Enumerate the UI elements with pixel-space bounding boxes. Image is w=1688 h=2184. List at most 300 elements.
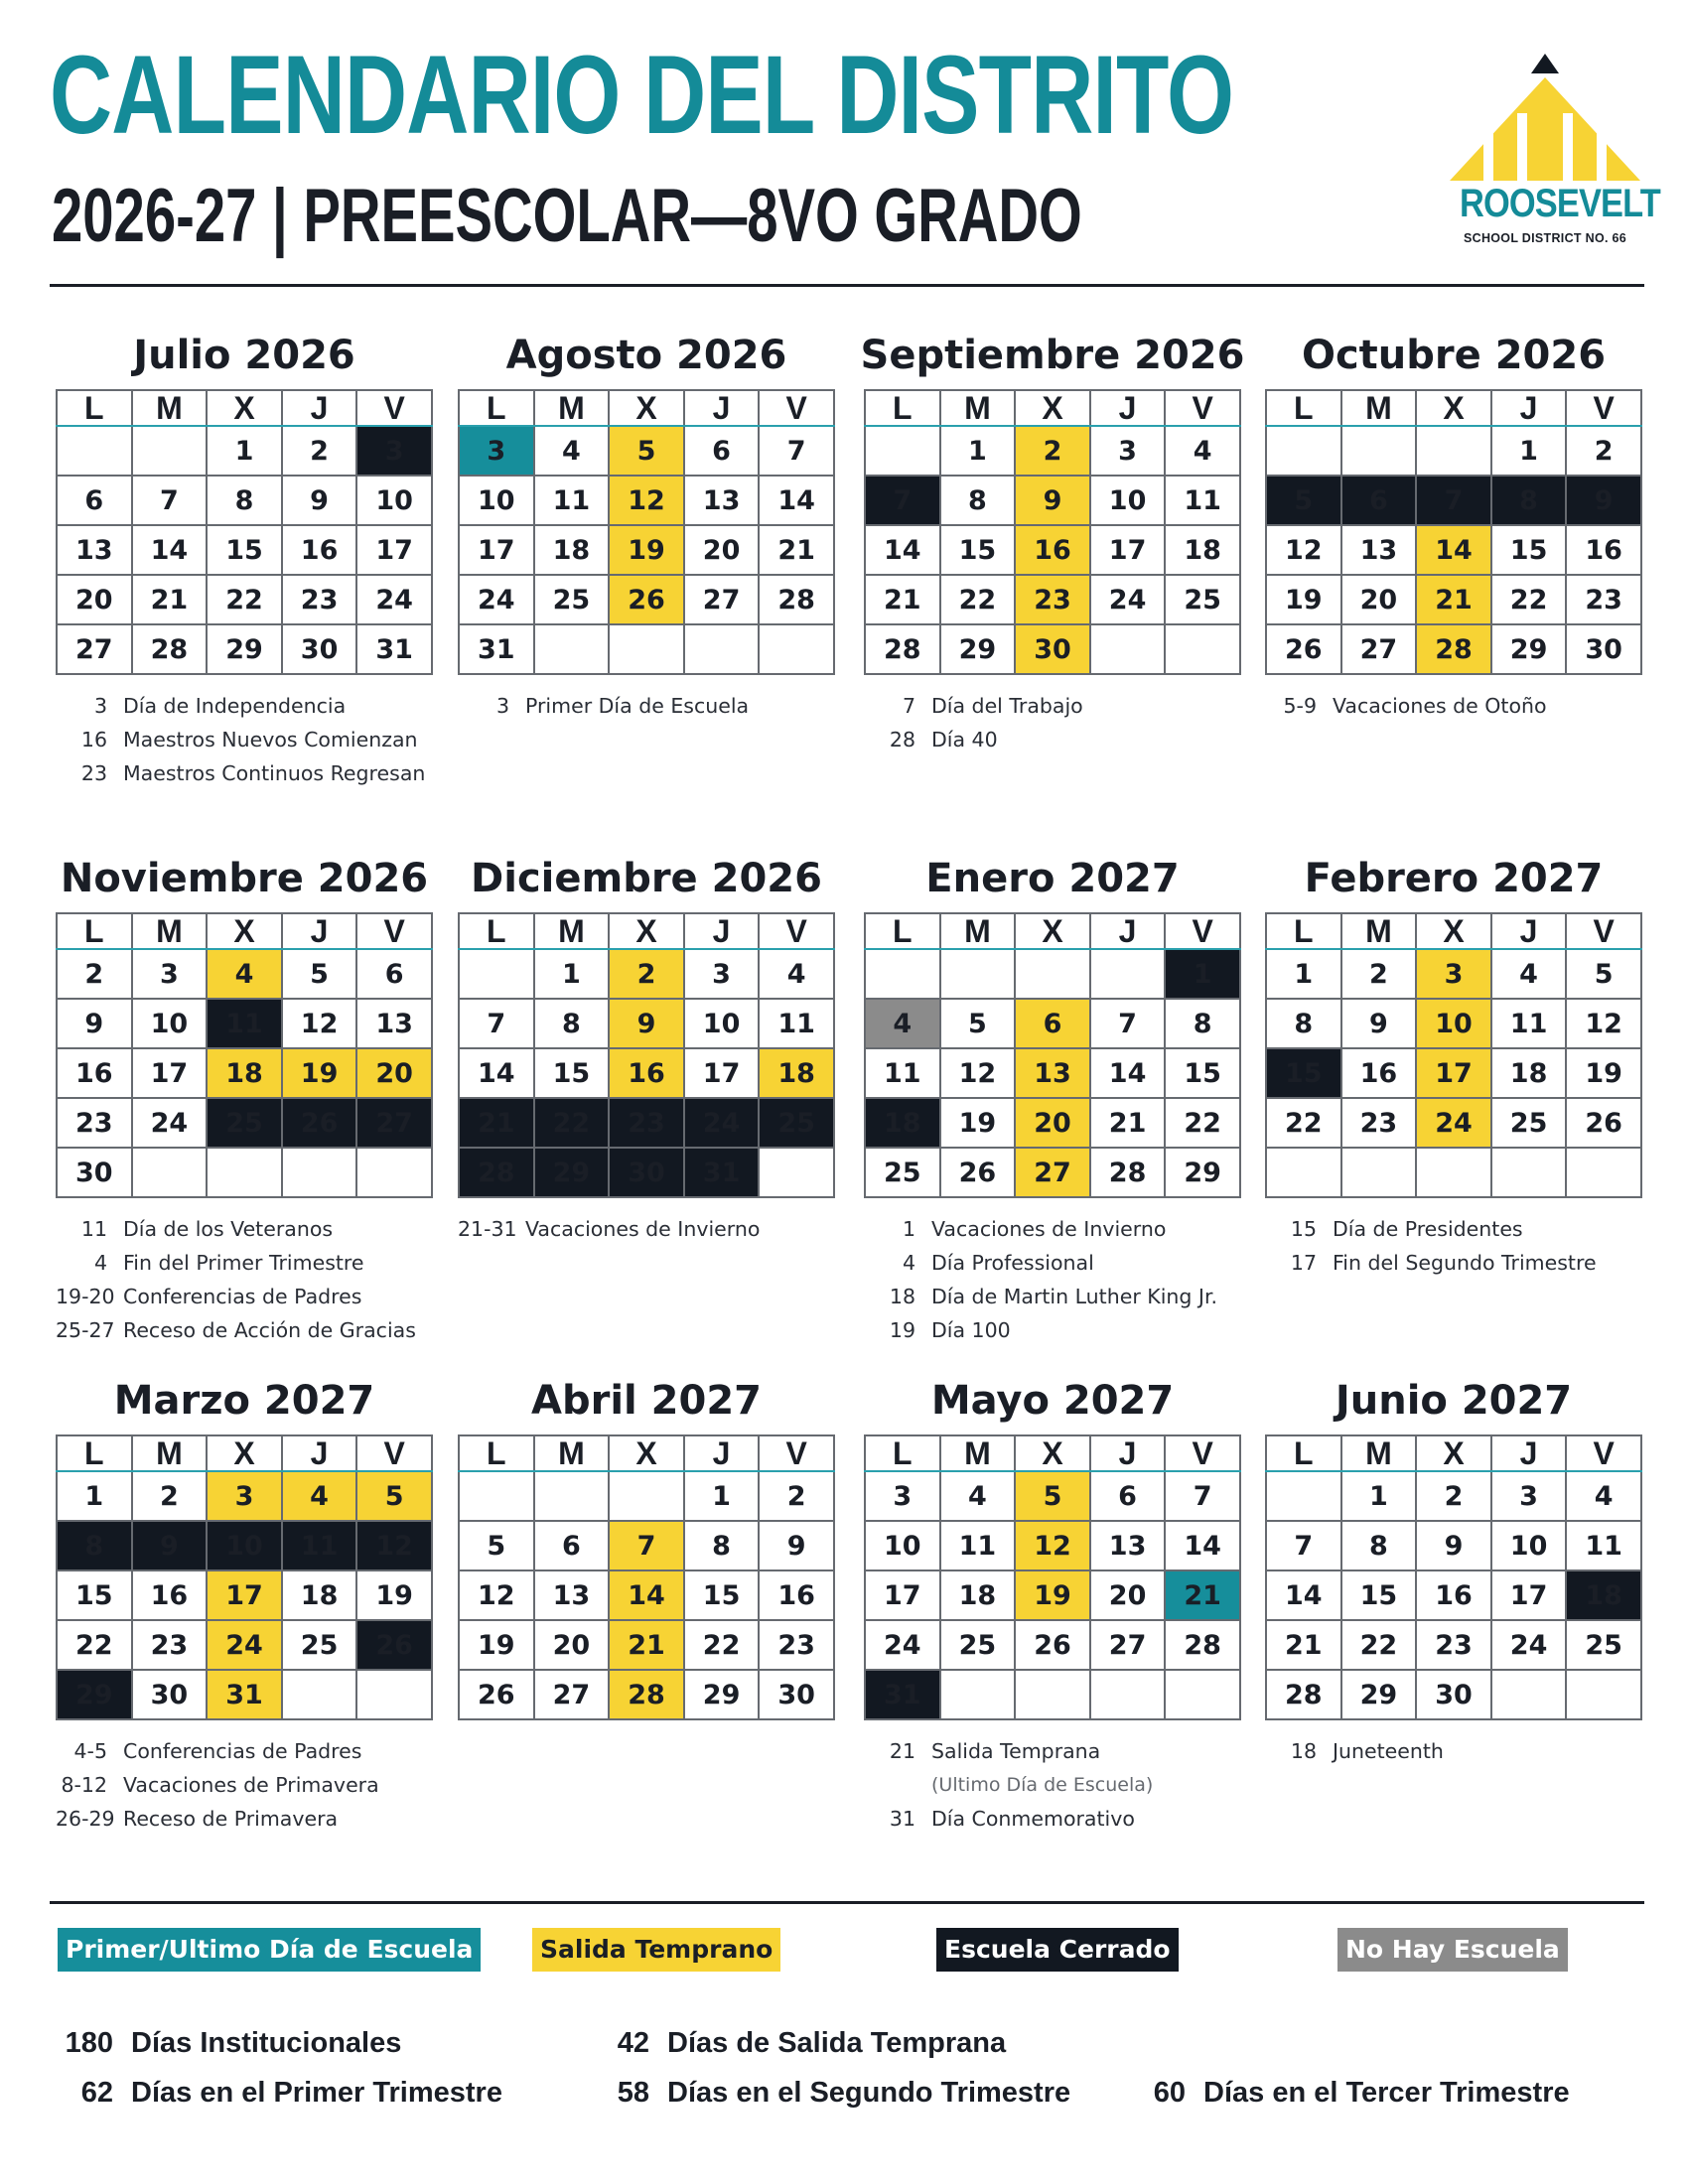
weekday-header: J: [684, 913, 760, 949]
empty-day-cell: [1491, 1670, 1567, 1719]
empty-day-cell: [1015, 949, 1090, 999]
note-item: [458, 1212, 835, 1246]
week-row: [57, 1048, 432, 1098]
week-row: [1266, 1098, 1641, 1148]
day-cell: 26: [609, 575, 684, 624]
day-cell: 4: [940, 1471, 1016, 1521]
weekday-header: L: [459, 913, 534, 949]
week-row: [865, 1521, 1240, 1570]
empty-day-cell: [1266, 1148, 1341, 1197]
week-row: [459, 476, 834, 525]
day-cell: 17: [356, 525, 432, 575]
day-cell: 31: [865, 1670, 940, 1719]
note-item: [56, 1212, 433, 1246]
week-row: [1266, 1670, 1641, 1719]
day-cell: 10: [132, 999, 208, 1048]
month-title: Abril 2027: [531, 1378, 762, 1424]
weekday-header: V: [759, 1435, 834, 1471]
month-notes: [56, 689, 433, 790]
note-date: 18: [889, 1285, 915, 1308]
weekday-header: L: [459, 390, 534, 426]
weekday-header: X: [207, 913, 282, 949]
day-cell: 18: [759, 1048, 834, 1098]
empty-day-cell: [609, 1471, 684, 1521]
day-cell: 5: [356, 1471, 432, 1521]
weekday-header: J: [282, 913, 357, 949]
day-cell: 3: [207, 1471, 282, 1521]
week-row: [57, 525, 432, 575]
day-cell: 24: [1491, 1620, 1567, 1670]
empty-day-cell: [132, 1148, 208, 1197]
note-text: Día de los Veteranos: [123, 1217, 334, 1241]
day-cell: 30: [609, 1148, 684, 1197]
day-cell: 13: [1015, 1048, 1090, 1098]
day-cell: 28: [865, 624, 940, 674]
day-cell: 30: [132, 1670, 208, 1719]
empty-day-cell: [1566, 1670, 1641, 1719]
week-row: [459, 1471, 834, 1521]
day-cell: 5: [940, 999, 1016, 1048]
day-cell: 11: [282, 1521, 357, 1570]
note-item: [1265, 1212, 1642, 1246]
day-cell: 4: [759, 949, 834, 999]
day-cell: 3: [893, 1480, 913, 1512]
weekday-header: L: [865, 913, 940, 949]
day-cell: 8: [57, 1521, 132, 1570]
month-calendar: [860, 328, 1245, 756]
month-calendar: [458, 851, 835, 1246]
weekday-header: M: [534, 1435, 610, 1471]
legend-school-closed: Escuela Cerrado: [936, 1928, 1179, 1972]
day-cell: 1: [207, 426, 282, 476]
day-cell: 8: [1165, 999, 1240, 1048]
day-cell: 5: [609, 426, 684, 476]
empty-day-cell: [865, 426, 940, 476]
note-date: 31: [889, 1807, 915, 1831]
day-cell: 8: [534, 999, 610, 1048]
day-cell: 26: [1266, 624, 1341, 674]
weekday-header: V: [1566, 390, 1641, 426]
week-row: [865, 1670, 1240, 1719]
day-cell: 26: [1015, 1620, 1090, 1670]
note-date: 18: [1290, 1739, 1317, 1763]
week-row: [865, 426, 1240, 476]
month-notes: [458, 1212, 835, 1246]
day-cell: 1: [1341, 1471, 1417, 1521]
day-cell: 8: [940, 476, 1016, 525]
day-cell: 20: [57, 575, 132, 624]
day-cell: 2: [1416, 1471, 1491, 1521]
day-cell: 15: [1266, 1048, 1341, 1098]
note-date: 3: [495, 694, 509, 718]
note-text: Primer Día de Escuela: [525, 694, 750, 718]
day-cell: 3: [132, 949, 208, 999]
weekday-header: V: [1566, 1435, 1641, 1471]
day-cell: 8: [1341, 1521, 1417, 1570]
note-text: Día Conmemorativo: [931, 1807, 1135, 1831]
day-cell: 29: [1491, 624, 1567, 674]
weekday-header: M: [534, 913, 610, 949]
weekday-header: M: [1341, 913, 1417, 949]
day-cell: 29: [1341, 1670, 1417, 1719]
day-cell: 21: [865, 575, 940, 624]
week-row: [865, 1620, 1240, 1670]
day-cell: 15: [534, 1048, 610, 1098]
week-row: [865, 1148, 1240, 1197]
month-grid: [56, 912, 433, 1198]
note-item: [56, 1802, 433, 1836]
week-row: [459, 1670, 834, 1719]
weekday-header: L: [1266, 913, 1341, 949]
note-date: 3: [93, 694, 107, 718]
note-date: 19-20: [56, 1285, 115, 1308]
empty-day-cell: [1165, 624, 1240, 674]
note-item: [56, 1280, 433, 1313]
day-cell: 9: [759, 1521, 834, 1570]
note-item: [864, 723, 1241, 756]
note-item: [56, 1734, 433, 1768]
day-cell: 8: [1491, 476, 1567, 525]
day-cell: 11: [1165, 476, 1240, 525]
weekday-header: J: [1491, 913, 1567, 949]
note-date: 11: [80, 1217, 107, 1241]
day-cell: 20: [684, 525, 760, 575]
empty-day-cell: [459, 1471, 534, 1521]
note-item: [864, 689, 1241, 723]
weekday-header: X: [1015, 913, 1090, 949]
weekday-header: V: [759, 913, 834, 949]
empty-day-cell: [1090, 624, 1166, 674]
empty-day-cell: [1015, 1670, 1090, 1719]
weekday-header: X: [1416, 913, 1491, 949]
day-cell: 1: [1294, 958, 1314, 990]
note-date: 8-12: [61, 1773, 107, 1797]
day-cell: 11: [1566, 1521, 1641, 1570]
day-cell: 27: [534, 1670, 610, 1719]
note-item: [458, 689, 835, 723]
note-text: Maestros Continuos Regresan: [123, 761, 426, 785]
stat-second-trimester-days: [586, 2077, 1070, 2110]
week-row: [865, 949, 1240, 999]
empty-day-cell: [1416, 426, 1491, 476]
day-cell: 26: [940, 1148, 1016, 1197]
day-cell: 11: [207, 999, 282, 1048]
day-cell: 16: [132, 1570, 208, 1620]
day-cell: 9: [282, 476, 357, 525]
day-cell: 26: [459, 1670, 534, 1719]
day-cell: 26: [356, 1620, 432, 1670]
week-row: [865, 624, 1240, 674]
day-cell: 19: [1566, 1048, 1641, 1098]
day-cell: 4: [1165, 426, 1240, 476]
week-row: [459, 1098, 834, 1148]
note-date: 28: [889, 728, 915, 751]
day-cell: 13: [57, 525, 132, 575]
day-cell: 6: [1090, 1471, 1166, 1521]
note-text: (Ultimo Día de Escuela): [931, 1774, 1154, 1796]
day-cell: 4: [534, 426, 610, 476]
day-cell: 30: [57, 1148, 132, 1197]
empty-day-cell: [1341, 1148, 1417, 1197]
day-cell: 13: [684, 476, 760, 525]
day-cell: 6: [684, 426, 760, 476]
note-item: [864, 1212, 1241, 1246]
empty-day-cell: [684, 624, 760, 674]
day-cell: 30: [1416, 1670, 1491, 1719]
day-cell: 16: [1015, 525, 1090, 575]
week-row: [1266, 1048, 1641, 1098]
month-calendar: [56, 328, 433, 790]
week-row: [865, 999, 1240, 1048]
day-cell: 23: [1416, 1620, 1491, 1670]
day-cell: 2: [1566, 426, 1641, 476]
day-cell: 3: [459, 426, 534, 476]
day-cell: 28: [459, 1148, 534, 1197]
day-cell: 24: [132, 1098, 208, 1148]
day-cell: 9: [57, 999, 132, 1048]
note-text: Conferencias de Padres: [123, 1285, 362, 1308]
empty-day-cell: [57, 426, 132, 476]
note-item: [864, 1313, 1241, 1347]
day-cell: 17: [1491, 1570, 1567, 1620]
day-cell: 16: [759, 1570, 834, 1620]
week-row: [57, 1620, 432, 1670]
day-cell: 3: [1090, 426, 1166, 476]
weekday-header: X: [1416, 1435, 1491, 1471]
day-cell: 8: [207, 476, 282, 525]
week-row: [459, 1521, 834, 1570]
weekday-header: L: [459, 1435, 534, 1471]
day-cell: 19: [609, 525, 684, 575]
day-cell: 17: [1090, 525, 1166, 575]
note-text: Fin del Primer Trimestre: [123, 1251, 364, 1275]
day-cell: 29: [534, 1148, 610, 1197]
day-cell: 10: [684, 999, 760, 1048]
weekday-header: V: [356, 1435, 432, 1471]
day-cell: 5: [459, 1521, 534, 1570]
weekday-header: X: [207, 1435, 282, 1471]
day-cell: 24: [1090, 575, 1166, 624]
day-cell: 12: [282, 999, 357, 1048]
day-cell: 27: [1090, 1620, 1166, 1670]
weekday-header: X: [1015, 390, 1090, 426]
day-cell: 17: [459, 525, 534, 575]
empty-day-cell: [356, 1148, 432, 1197]
week-row: [865, 575, 1240, 624]
empty-day-cell: [356, 1670, 432, 1719]
legend-no-school: No Hay Escuela: [1337, 1928, 1568, 1972]
logo-subtitle: SCHOOL DISTRICT NO. 66: [1463, 231, 1627, 245]
week-row: [57, 1670, 432, 1719]
day-cell: 26: [282, 1098, 357, 1148]
day-cell: 9: [1341, 999, 1417, 1048]
day-cell: 12: [1015, 1521, 1090, 1570]
week-row: [57, 949, 432, 999]
note-item: [1265, 689, 1642, 723]
month-title: Marzo 2027: [113, 1378, 375, 1424]
day-cell: 14: [865, 525, 940, 575]
day-cell: 10: [1491, 1521, 1567, 1570]
day-cell: 1: [84, 1480, 104, 1512]
day-cell: 13: [534, 1570, 610, 1620]
note-date: 4-5: [73, 1739, 107, 1763]
day-cell: 25: [759, 1098, 834, 1148]
week-row: [57, 1471, 432, 1521]
empty-day-cell: [759, 1148, 834, 1197]
day-cell: 28: [1090, 1148, 1166, 1197]
empty-day-cell: [282, 1670, 357, 1719]
month-notes: [1265, 1734, 1642, 1768]
weekday-header: J: [1090, 1435, 1166, 1471]
note-text: Día Professional: [931, 1251, 1094, 1275]
week-row: [459, 1570, 834, 1620]
note-item: [864, 1280, 1241, 1313]
day-cell: 26: [1566, 1098, 1641, 1148]
month-title: Enero 2027: [925, 856, 1180, 901]
weekday-header: V: [356, 390, 432, 426]
week-row: [1266, 624, 1641, 674]
month-calendar: [864, 851, 1241, 1347]
note-text: Vacaciones de Otoño: [1333, 694, 1547, 718]
week-row: [865, 476, 1240, 525]
day-cell: 21: [1266, 1620, 1341, 1670]
day-cell: 25: [940, 1620, 1016, 1670]
note-text: Día de Presidentes: [1333, 1217, 1523, 1241]
day-cell: 19: [459, 1620, 534, 1670]
day-cell: 14: [1165, 1521, 1240, 1570]
day-cell: 10: [207, 1521, 282, 1570]
day-cell: 28: [609, 1670, 684, 1719]
legend-first-last-day: Primer/Ultimo Día de Escuela: [58, 1928, 481, 1972]
weekday-header: L: [1266, 390, 1341, 426]
empty-day-cell: [1090, 1670, 1166, 1719]
week-row: [459, 949, 834, 999]
day-cell: 23: [282, 575, 357, 624]
day-cell: 24: [207, 1620, 282, 1670]
week-row: [1266, 999, 1641, 1048]
week-row: [459, 575, 834, 624]
day-cell: 5: [282, 949, 357, 999]
weekday-header: M: [132, 913, 208, 949]
day-cell: 6: [1015, 999, 1090, 1048]
day-cell: 4: [1566, 1471, 1641, 1521]
week-row: [865, 1471, 1240, 1521]
month-grid: [864, 1434, 1241, 1720]
day-cell: 24: [865, 1620, 940, 1670]
note-item: [56, 1246, 433, 1280]
weekday-header: M: [1341, 390, 1417, 426]
stat-first-trimester-days: [50, 2077, 502, 2110]
day-cell: 22: [684, 1620, 760, 1670]
day-cell: 17: [132, 1048, 208, 1098]
day-cell: 15: [1491, 525, 1567, 575]
day-cell: 31: [207, 1670, 282, 1719]
day-cell: 1: [534, 949, 610, 999]
day-cell: 7: [1165, 1471, 1240, 1521]
day-cell: 15: [1341, 1570, 1417, 1620]
note-text: Vacaciones de Invierno: [525, 1217, 761, 1241]
day-cell: 1: [940, 426, 1016, 476]
day-cell: 7: [1090, 999, 1166, 1048]
legend-divider: [50, 1901, 1644, 1904]
weekday-header: L: [57, 390, 132, 426]
day-cell: 4: [207, 949, 282, 999]
note-date: 4: [93, 1251, 107, 1275]
day-cell: 3: [1491, 1471, 1567, 1521]
day-cell: 9: [609, 999, 684, 1048]
day-cell: 31: [459, 624, 534, 674]
weekday-header: V: [1165, 1435, 1240, 1471]
day-cell: 23: [1015, 575, 1090, 624]
weekday-header: M: [940, 1435, 1016, 1471]
note-date: [864, 1768, 915, 1802]
empty-day-cell: [1266, 1471, 1341, 1521]
month-title: Noviembre 2026: [60, 856, 429, 901]
month-calendar: [458, 1373, 835, 1734]
day-cell: 22: [1165, 1098, 1240, 1148]
day-cell: 15: [1165, 1048, 1240, 1098]
day-cell: 22: [1491, 575, 1567, 624]
week-row: [865, 525, 1240, 575]
month-title: Junio 2027: [1335, 1378, 1573, 1424]
day-cell: 19: [282, 1048, 357, 1098]
week-row: [1266, 575, 1641, 624]
stat-number: 42: [617, 2027, 649, 2059]
day-cell: 20: [1341, 575, 1417, 624]
week-row: [1266, 426, 1641, 476]
day-cell: 2: [609, 949, 684, 999]
weekday-header: V: [1165, 390, 1240, 426]
day-cell: 12: [356, 1521, 432, 1570]
day-cell: 30: [1015, 624, 1090, 674]
day-cell: 29: [207, 624, 282, 674]
empty-day-cell: [940, 949, 1016, 999]
week-row: [57, 999, 432, 1048]
week-row: [459, 999, 834, 1048]
stat-number: 180: [65, 2027, 113, 2059]
month-notes: [864, 689, 1241, 756]
day-cell: 27: [57, 624, 132, 674]
weekday-header: M: [1341, 1435, 1417, 1471]
stat-number: 60: [1153, 2077, 1186, 2109]
note-item: [864, 1734, 1241, 1768]
day-cell: 14: [1266, 1570, 1341, 1620]
day-cell: 31: [356, 624, 432, 674]
day-cell: 7: [459, 999, 534, 1048]
note-text: Receso de Primavera: [123, 1807, 339, 1831]
weekday-header: X: [207, 390, 282, 426]
note-date: 17: [1290, 1251, 1317, 1275]
day-cell: 15: [57, 1570, 132, 1620]
day-cell: 19: [1266, 575, 1341, 624]
note-text: Vacaciones de Primavera: [123, 1773, 379, 1797]
day-cell: 30: [1566, 624, 1641, 674]
day-cell: 7: [865, 476, 940, 525]
note-text: Conferencias de Padres: [123, 1739, 362, 1763]
day-cell: 2: [1341, 949, 1417, 999]
day-cell: 2: [84, 958, 104, 990]
day-cell: 18: [940, 1570, 1016, 1620]
week-row: [1266, 1148, 1641, 1197]
weekday-header: J: [282, 390, 357, 426]
day-cell: 23: [57, 1098, 132, 1148]
day-cell: 11: [865, 1048, 940, 1098]
day-cell: 12: [459, 1570, 534, 1620]
week-row: [1266, 949, 1641, 999]
day-cell: 14: [1416, 525, 1491, 575]
day-cell: 6: [57, 476, 132, 525]
day-cell: 16: [57, 1048, 132, 1098]
